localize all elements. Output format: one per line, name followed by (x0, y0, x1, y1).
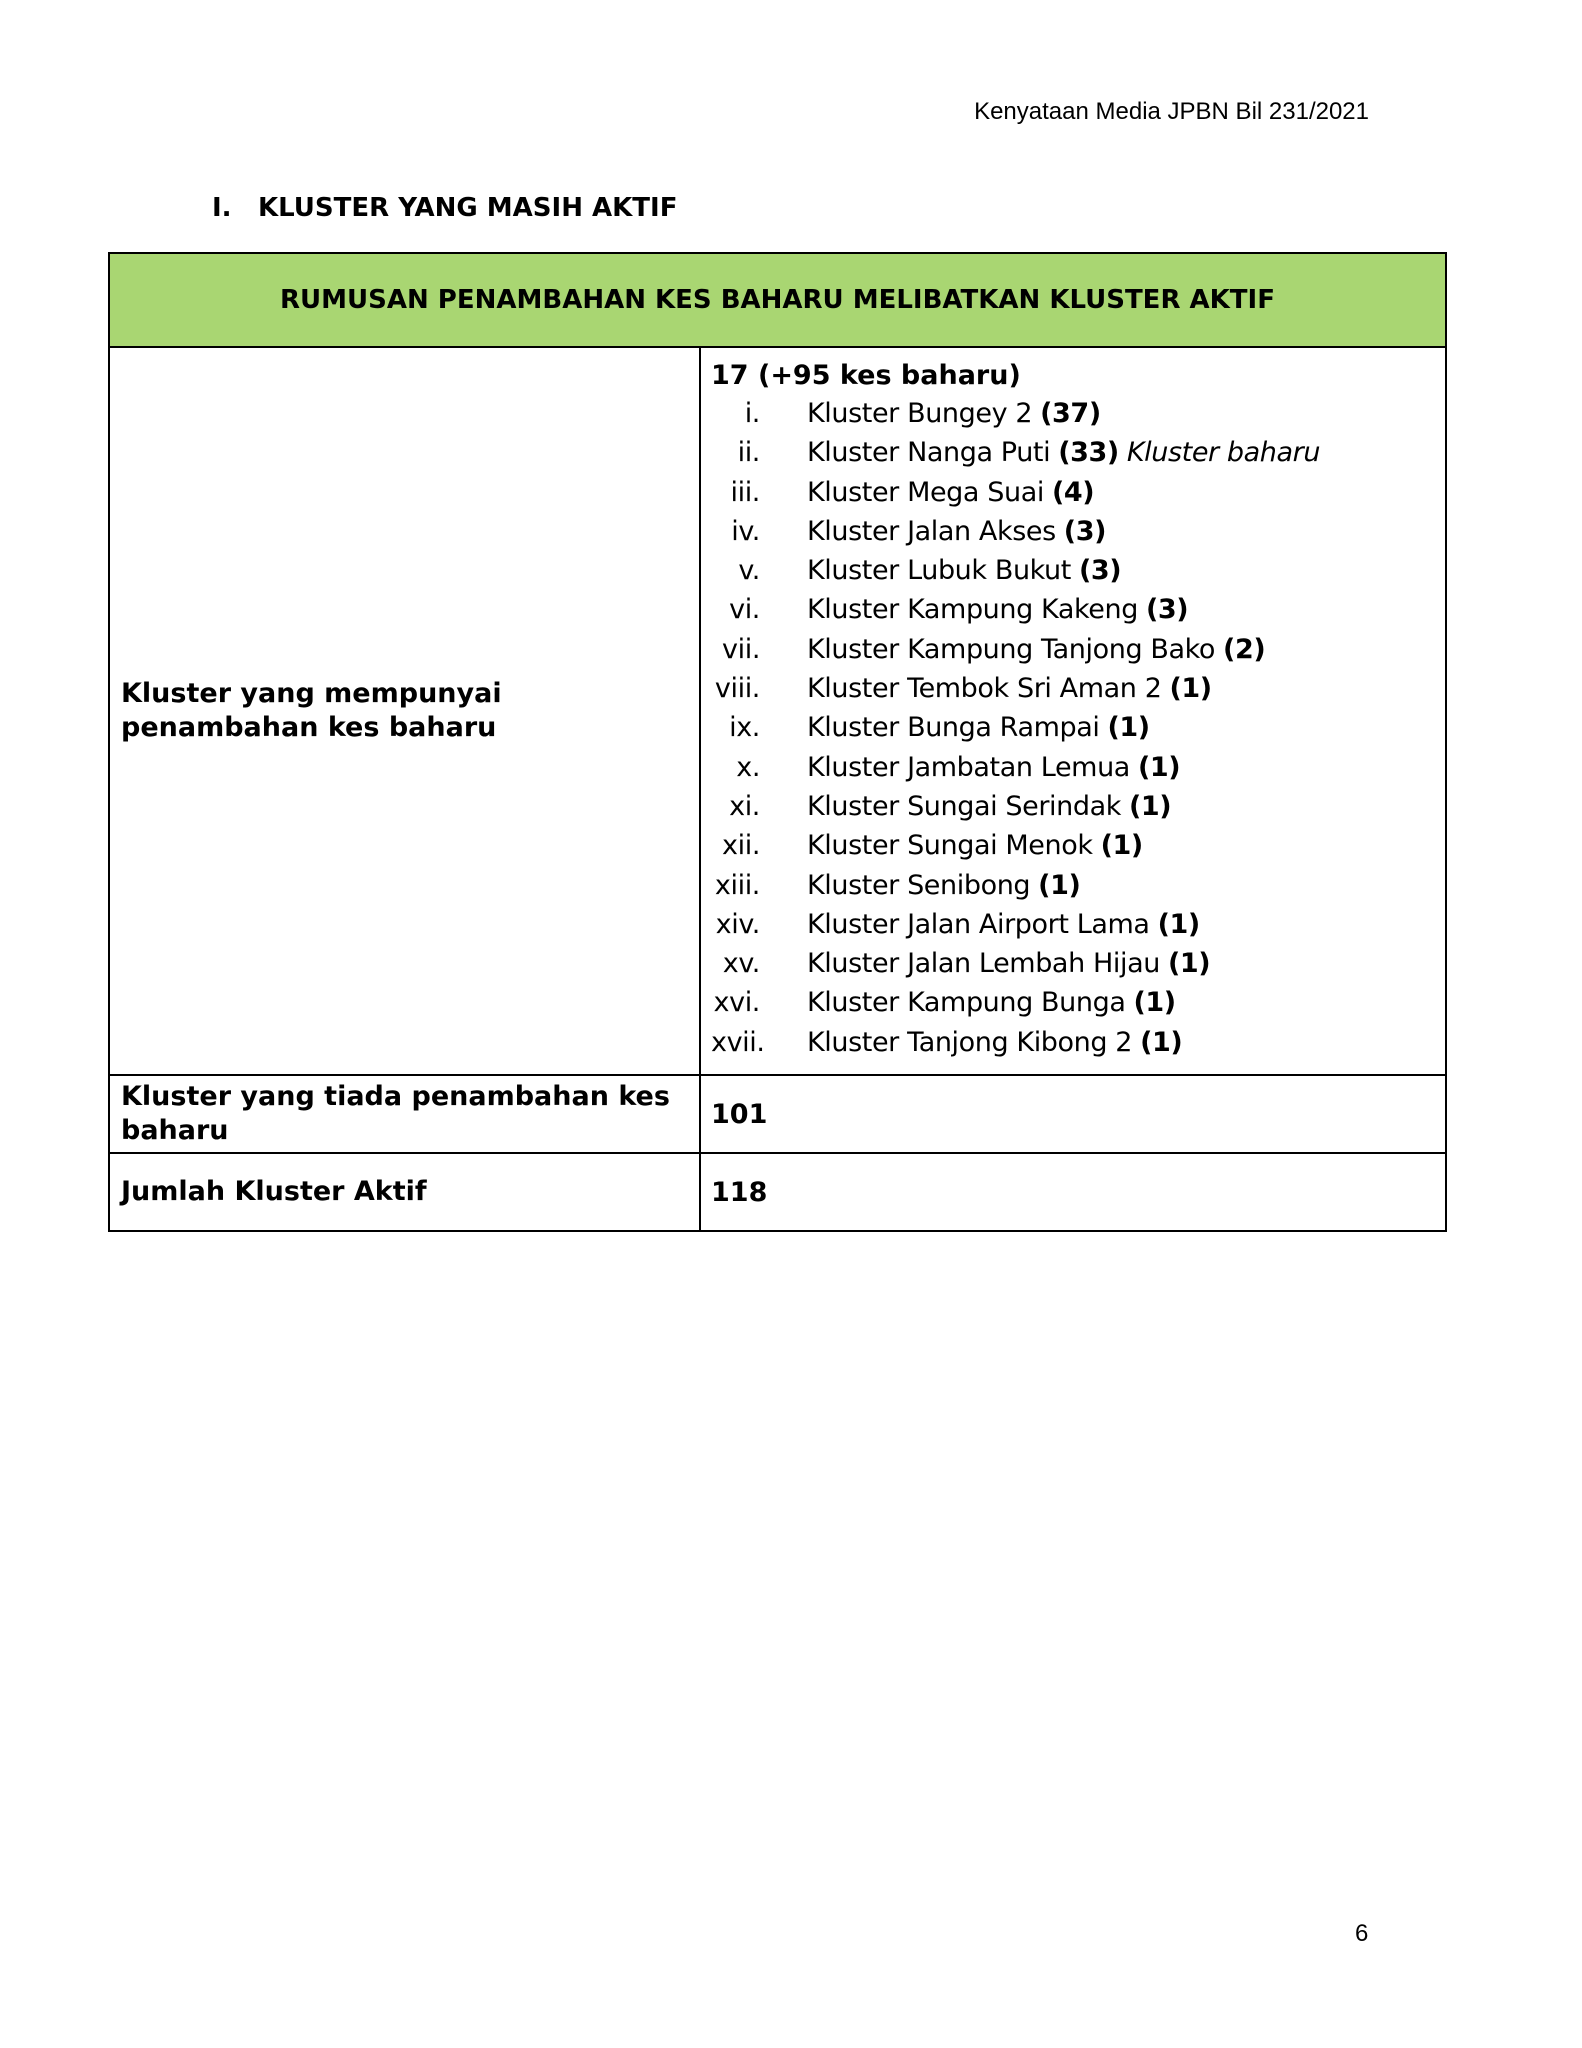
row-label-no-new-cases: Kluster yang tiada penambahan kes baharu (109, 1075, 700, 1153)
list-item-number: xiii. (714, 869, 760, 901)
list-item-number: vii. (722, 633, 760, 665)
list-item-number: xiv. (715, 908, 760, 940)
cluster-summary-table (108, 252, 1447, 1232)
list-item-number: v. (738, 555, 760, 587)
cluster-case-count: (1) (1169, 673, 1212, 705)
cluster-name: Kluster Bunga Rampai (807, 712, 1100, 744)
cluster-case-count: (3) (1063, 515, 1107, 547)
section-number: I. (212, 193, 232, 223)
list-item (711, 590, 1435, 629)
cluster-case-count: (2) (1223, 633, 1266, 665)
cluster-name: Kluster Jambatan Lemua (807, 751, 1130, 783)
cluster-name: Kluster Senibong (807, 869, 1031, 901)
list-item-number: xi. (729, 790, 760, 822)
total-active-clusters-value: 118 (700, 1153, 1446, 1231)
cluster-note: Kluster baharu (1126, 437, 1321, 469)
cluster-list (711, 394, 1435, 1062)
list-item-number: i. (744, 398, 760, 429)
table-row (109, 1153, 1446, 1231)
cluster-name: Kluster Jalan Airport Lama (807, 908, 1150, 940)
cluster-case-count: (1) (1140, 1026, 1183, 1058)
list-item (711, 433, 1435, 472)
list-item (711, 983, 1435, 1022)
cluster-case-count: (1) (1100, 830, 1143, 862)
cluster-case-count: (37) (1040, 398, 1101, 429)
table-row (109, 1075, 1446, 1153)
cluster-name: Kluster Kampung Tanjong Bako (807, 633, 1216, 665)
cluster-case-count: (4) (1051, 476, 1095, 508)
cluster-name: Kluster Kampung Bunga (807, 987, 1126, 1019)
list-item-number: xvii. (711, 1026, 765, 1058)
document-reference: Kenyataan Media JPBN Bil 231/2021 (974, 98, 1369, 125)
list-item (711, 748, 1435, 787)
page-number: 6 (1355, 1920, 1369, 1947)
list-item (711, 512, 1435, 551)
cluster-name: Kluster Sungai Menok (807, 830, 1093, 862)
list-item-number: xv. (722, 948, 760, 980)
list-item (711, 866, 1435, 905)
cluster-name: Kluster Jalan Lembah Hijau (807, 948, 1160, 980)
cluster-name: Kluster Nanga Puti (807, 437, 1051, 469)
list-item (711, 551, 1435, 590)
cluster-name: Kluster Lubuk Bukut (807, 555, 1071, 587)
cluster-name: Kluster Sungai Serindak (807, 790, 1121, 822)
clusters-with-new-cases-cell (700, 347, 1446, 1075)
list-item (711, 1023, 1435, 1062)
cluster-name: Kluster Tembok Sri Aman 2 (807, 673, 1162, 705)
cluster-name: Kluster Bungey 2 (807, 398, 1033, 429)
cluster-case-count: (1) (1167, 948, 1211, 980)
cluster-case-count: (1) (1157, 908, 1200, 940)
table-row (109, 347, 1446, 1075)
list-item (711, 630, 1435, 669)
cluster-case-count: (3) (1078, 555, 1122, 587)
list-item-number: viii. (714, 673, 760, 705)
list-item-number: xii. (722, 830, 760, 862)
clusters-no-new-cases-value: 101 (700, 1075, 1446, 1153)
list-item (711, 787, 1435, 826)
list-item (711, 905, 1435, 944)
table-heading: RUMUSAN PENAMBAHAN KES BAHARU MELIBATKAN KLUSTER AKTIF (109, 253, 1446, 347)
cluster-name: Kluster Mega Suai (807, 476, 1044, 508)
cluster-case-count: (33) (1058, 437, 1119, 469)
cluster-case-count: (3) (1145, 594, 1189, 626)
list-item (711, 826, 1435, 865)
list-item-number: iv. (731, 515, 760, 547)
cluster-case-count: (1) (1038, 869, 1081, 901)
list-item-number: ix. (729, 712, 760, 744)
list-item (711, 473, 1435, 512)
section-heading (212, 193, 677, 223)
clusters-with-new-cases-total: 17 (+95 kes baharu) (711, 360, 1021, 391)
row-label-total-active: Jumlah Kluster Aktif (109, 1153, 700, 1231)
cluster-case-count: (1) (1133, 987, 1176, 1019)
list-item (711, 708, 1435, 747)
list-item (711, 394, 1435, 433)
list-item-number: ii. (737, 437, 760, 469)
section-title: KLUSTER YANG MASIH AKTIF (258, 193, 678, 223)
cluster-name: Kluster Tanjong Kibong 2 (807, 1026, 1133, 1058)
list-item-number: vi. (729, 594, 760, 626)
cluster-case-count: (1) (1137, 751, 1181, 783)
cluster-name: Kluster Kampung Kakeng (807, 594, 1138, 626)
row-label-with-new-cases: Kluster yang mempunyai penambahan kes baharu (109, 347, 700, 1075)
list-item (711, 669, 1435, 708)
list-item (711, 944, 1435, 983)
list-item-number: xvi. (713, 987, 760, 1019)
table-heading-row (109, 253, 1446, 347)
cluster-case-count: (1) (1107, 712, 1150, 744)
list-item-number: x. (736, 751, 760, 783)
cluster-case-count: (1) (1128, 790, 1172, 822)
list-item-number: iii. (730, 476, 760, 508)
cluster-name: Kluster Jalan Akses (807, 515, 1056, 547)
